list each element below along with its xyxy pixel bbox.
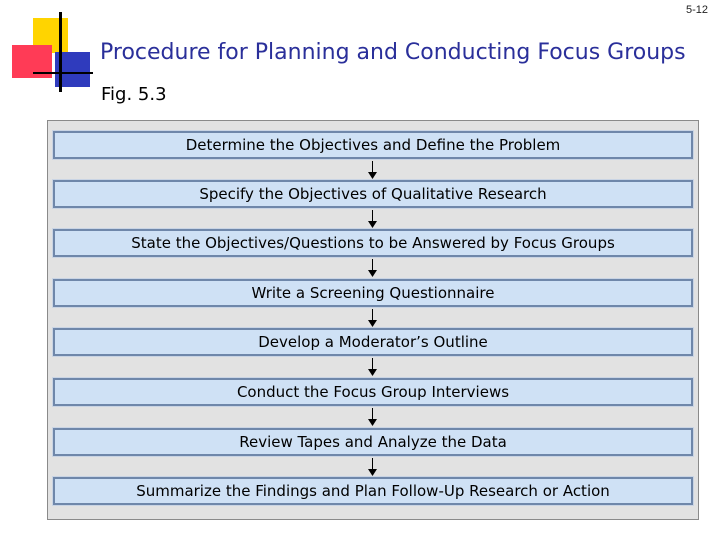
- down-arrow-icon: [368, 358, 377, 376]
- down-arrow-icon: [368, 210, 377, 228]
- down-arrow-icon: [368, 408, 377, 426]
- logo-horizontal-line: [33, 72, 93, 74]
- flow-step-3: State the Objectives/Questions to be Answered by Focus Groups: [53, 229, 693, 257]
- down-arrow-icon: [368, 309, 377, 327]
- down-arrow-icon: [368, 161, 377, 179]
- flow-step-2: Specify the Objectives of Qualitative Research: [53, 180, 693, 208]
- flow-step-4: Write a Screening Questionnaire: [53, 279, 693, 307]
- slide-title: Procedure for Planning and Conducting Focus Groups: [100, 40, 686, 65]
- down-arrow-icon: [368, 458, 377, 476]
- down-arrow-icon: [368, 259, 377, 277]
- flow-step-6: Conduct the Focus Group Interviews: [53, 378, 693, 406]
- flow-step-8: Summarize the Findings and Plan Follow-Up Research or Action: [53, 477, 693, 505]
- flow-step-1: Determine the Objectives and Define the Problem: [53, 131, 693, 159]
- logo-vertical-line: [59, 12, 62, 92]
- flowchart-panel: [47, 120, 699, 520]
- flow-step-5: Develop a Moderator’s Outline: [53, 328, 693, 356]
- slide-logo: [0, 0, 110, 100]
- page-number: 5-12: [685, 4, 708, 16]
- figure-label: Fig. 5.3: [101, 84, 167, 105]
- flow-step-7: Review Tapes and Analyze the Data: [53, 428, 693, 456]
